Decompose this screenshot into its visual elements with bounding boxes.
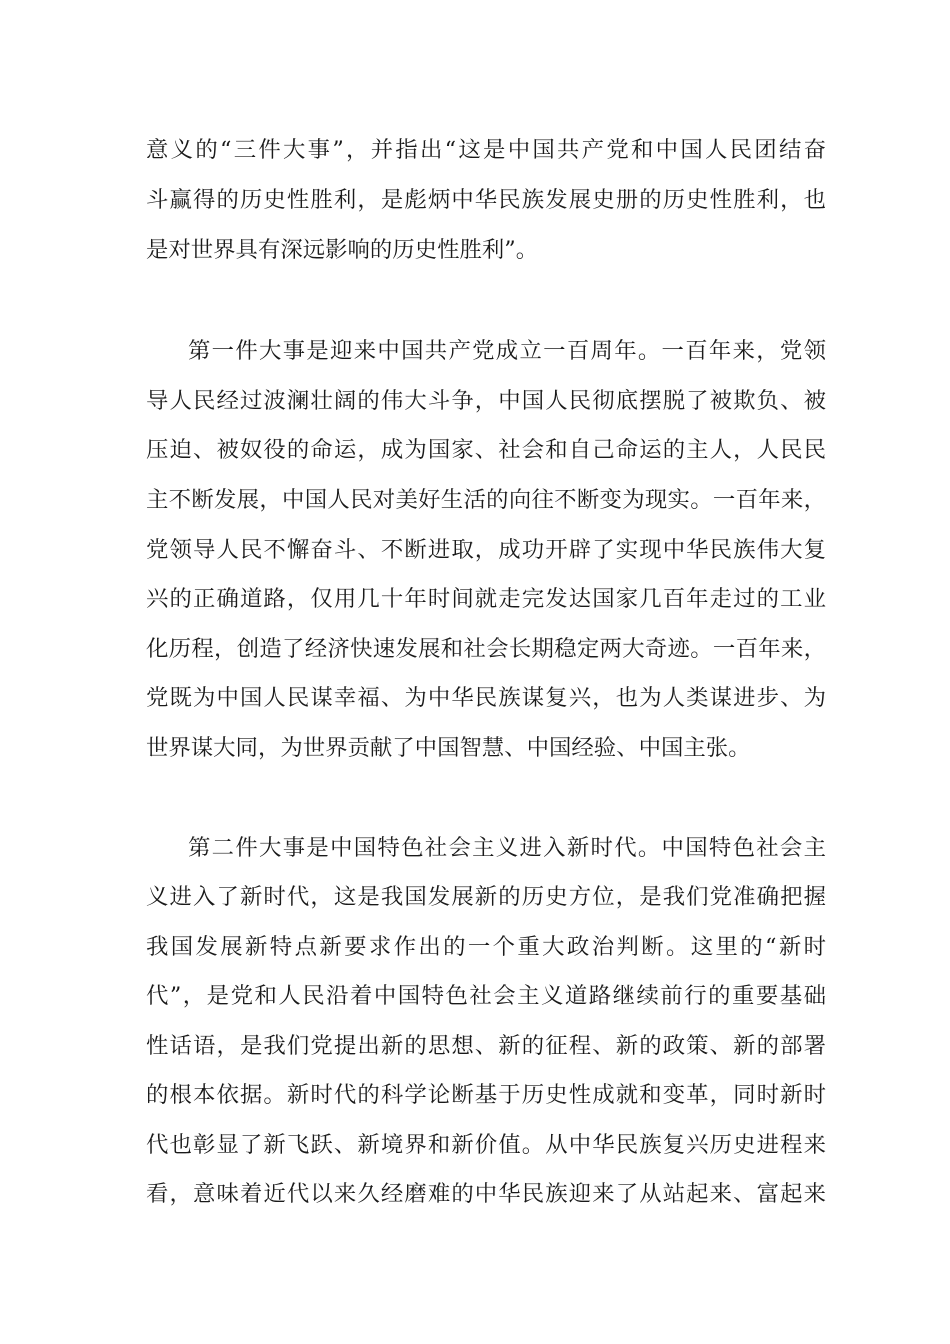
- paragraph-3-line-1: 第二件大事是中国特色社会主义进入新时代。中国特色社会主: [188, 835, 826, 861]
- paragraph-2-line-3: 压迫、被奴役的命运，成为国家、社会和自己命运的主人，人民民: [146, 437, 826, 463]
- paragraph-3-line-4: 代”，是党和人民沿着中国特色社会主义道路继续前行的重要基础: [146, 983, 826, 1009]
- paragraph-1-line-2: 斗赢得的历史性胜利，是彪炳中华民族发展史册的历史性胜利，也: [146, 187, 826, 213]
- paragraph-3-line-8: 看，意味着近代以来久经磨难的中华民族迎来了从站起来、富起来: [146, 1181, 826, 1207]
- paragraph-2-line-9: 世界谋大同，为世界贡献了中国智慧、中国经验、中国主张。: [146, 735, 751, 761]
- paragraph-1-line-1: 意义的“三件大事”，并指出“这是中国共产党和中国人民团结奋: [146, 137, 826, 163]
- paragraph-3-line-5: 性话语，是我们党提出新的思想、新的征程、新的政策、新的部署: [146, 1033, 826, 1059]
- paragraph-3-line-6: 的根本依据。新时代的科学论断基于历史性成就和变革，同时新时: [146, 1082, 826, 1108]
- paragraph-2-line-1: 第一件大事是迎来中国共产党成立一百周年。一百年来，党领: [188, 338, 826, 364]
- paragraph-3-line-3: 我国发展新特点新要求作出的一个重大政治判断。这里的“新时: [146, 934, 826, 960]
- paragraph-2-line-6: 兴的正确道路，仅用几十年时间就走完发达国家几百年走过的工业: [146, 586, 826, 612]
- paragraph-3-line-2: 义进入了新时代，这是我国发展新的历史方位，是我们党准确把握: [146, 884, 826, 910]
- paragraph-2-line-7: 化历程，创造了经济快速发展和社会长期稳定两大奇迹。一百年来，: [146, 636, 826, 662]
- paragraph-1-line-3: 是对世界具有深远影响的历史性胜利”。: [146, 237, 539, 263]
- paragraph-3-line-7: 代也彰显了新飞跃、新境界和新价值。从中华民族复兴历史进程来: [146, 1132, 826, 1158]
- paragraph-2-line-5: 党领导人民不懈奋斗、不断进取，成功开辟了实现中华民族伟大复: [146, 537, 826, 563]
- paragraph-2-line-4: 主不断发展，中国人民对美好生活的向往不断变为现实。一百年来，: [146, 487, 826, 513]
- paragraph-2-line-8: 党既为中国人民谋幸福、为中华民族谋复兴，也为人类谋进步、为: [146, 685, 826, 711]
- paragraph-2-line-2: 导人民经过波澜壮阔的伟大斗争，中国人民彻底摆脱了被欺负、被: [146, 388, 826, 414]
